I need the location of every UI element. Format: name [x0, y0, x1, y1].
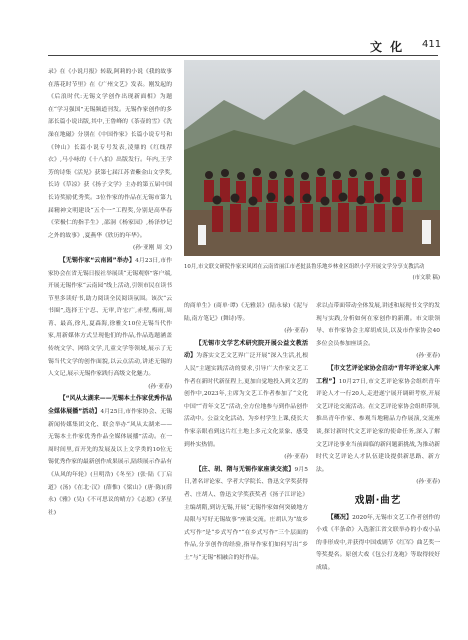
caption-text: 10月,市文联文研院作家采风团在云南省丽江市老挝县鲁乐地乡林业区组织小学开展文学分享支教活动 [184, 264, 425, 270]
paragraph: 2020年,无锡市文艺工作者创作的小戏《半条命》入选浙江省文联举办的小戏小品的非形成中,并获得中国戏剧节《红军》曲艺奖一等奖提名。原创大戏《包公打龙袍》等取得较好成绩。 [316, 514, 440, 571]
paragraph: 10月27日,市文艺评论家协会组织青年评论人才一行20人,走进遂宁展开调研考察,开展文艺评论交流活动。在文艺评论家协会组织带领,推出青年作家、参观当地精品力作展演,交流座谈,探讨新时代文艺评论家的使命任务,深入了解文艺评论事业当前面临的新问题新挑战,为推动新时代文艺评论人才队伍建设提供新思路、新方法。 [316, 378, 440, 473]
section-heading-drama: 戏剧·曲艺 [354, 494, 402, 506]
paragraph: 录》在《小说月报》转载,阿莉的小说《我的故事在落花时节里》在《广州文艺》发表。刚发起的《后浪时代:无锡文学创作出现新面相》为题在“学习强国”无锡频道刊发。无锡作家创作的多部长篇小说出版,其中,王鲁峰的《茶壶的雪》《洗澡在地磁》分别在《中国作家》长篇小说专号和《钟山》长篇小说专号发表,凌鼎的《红线荐衣》,马小咏的《十八拍》出版发行。年内,王学芳的诗集《活见》获第七届江苏省紫金山文学奖,长诗《草凉》获《扬子文学》主办的第五届中国长诗奖励优秀奖。3位作家的作品在无锡市第九届精神文明建设“五个一”工程奖,分别是高华春《荣极仁的指手生》,邵洞《杨家园》,杨泽炒记之外的故事》,夏燕华《欣历的年华》。 [48, 69, 172, 239]
running-header [0, 0, 468, 52]
column-3 [316, 300, 440, 574]
item-title: 【概况】 [327, 513, 353, 521]
item-title: 【庄、胡、隋与无锡作家座谈交流】 [195, 465, 295, 473]
byline: (孙·亚春) [284, 454, 308, 461]
item-title: 【无锡作家“云南园”举办】 [59, 256, 136, 264]
paragraph: 为落实文艺文艺界广泛开展“深入生活,扎根人民”主题实践活动的要求,引导广大作家文艺工作者在新时代新征程上,更加自觉地投入到文艺的创作中,2023年,主席为文艺工作者参加了“文化中国”“青年文艺”活动,全方位地参与到作品创作活动中。公益文化活动、为乡村学生上课,使长大作家亲眼看到这片红土地上多元文化景象、感受到朴实热情。 [184, 353, 308, 448]
header-rule [48, 55, 438, 56]
photo-students-group [184, 60, 440, 256]
page-number: 411 [422, 39, 442, 50]
byline: (孙·亚春) [148, 383, 172, 390]
byline: (孙·亚春) [416, 353, 440, 360]
byline: (孙·亚刚 周 文) [132, 245, 172, 252]
paragraph: 的商单生》(商单·谭)《无雅景》(陆永禄)《泥与陆,南方笔记》(舞诗)等。 [184, 303, 308, 322]
section-title: 文 化 [370, 40, 405, 54]
photo-illustration [184, 60, 440, 256]
caption-credit: (市文联 稿) [412, 275, 440, 281]
paragraph: 4月23日,市作家协会在省无锡日报社举展读“无锡观察”客户端,开展无锡作家“云南园”线上活动,引领市民在读书节里多读好书,助力阅读全民阅读氛围。该次“云书圈”,选择王宁忍、无审,许宏广,赤壁,梅雨,周菁、最高,徐凡,夏森海,徐雅文10位无锡当代作家,用新媒体方式呈现他们的作品,作品选题涵盖传统文学、网络文学,儿童文学等领域,展示了无锡当代文学的创作面貌,以云点活动,讲述无锡的人文记,展示无锡作家践行高级文化魅力。 [48, 257, 172, 378]
byline: (孙·亚春) [416, 479, 440, 486]
paragraph: 4月25日,市作家协会、无锡新闻传媒集团文化、联会举办“风从太湖来——无锡本土作家优秀作品全媒体展播”活动。在一周时间里,首开先的发展及以上文学类的10位无锡优秀作家的最新创作成果展示,陆续展示作品有《从风的年轮》(旦明浩)《冬至》(张·陆《丁启道》(汤)《在北·汉》(薛惟)《梁山》(唐·陈)(薛永)《雅》(吴)《不可思议的晴方》《志愿》(茅星社) [48, 409, 172, 516]
item-title: 【无锡市文学艺术研究院开展公益文教活动】 [184, 339, 308, 360]
column-2 [184, 300, 308, 564]
column-1 [48, 66, 172, 519]
item-title: 【“风从太湖来——无锡本土作家优秀作品全媒体展播”活动】 [48, 395, 172, 416]
paragraph: 9月5日,著名评论家、学者大学院长、鲁迅文学奖获得者、庄胡人、鲁迅文学奖获奖者《扬子江评论》主编胡隋,到访无锡,开展“无锡作家如何突破地方局限与写好无锡故事”座谈交流。庄胡认为“故乡式写作”是“乡式写作”“在乡式写作”三个层面的作品,分享创作的经验,指导作家们如何写出“乡土”与“无锡”相融合的好作品。 [184, 466, 308, 561]
paragraph: 求以点带面带动全体发展,讲述和展现书文学的发现与实践,分析如何在家创作的新潮。市文联领导、市作家协会主席胡成员,以及市作家协会40多位会员参加座谈会。 [316, 303, 440, 347]
photo-caption [184, 262, 440, 284]
item-title: 【市文艺评论家协会启动“青年评论家入库工程”】 [316, 364, 440, 385]
byline: (孙·亚春) [284, 328, 308, 335]
